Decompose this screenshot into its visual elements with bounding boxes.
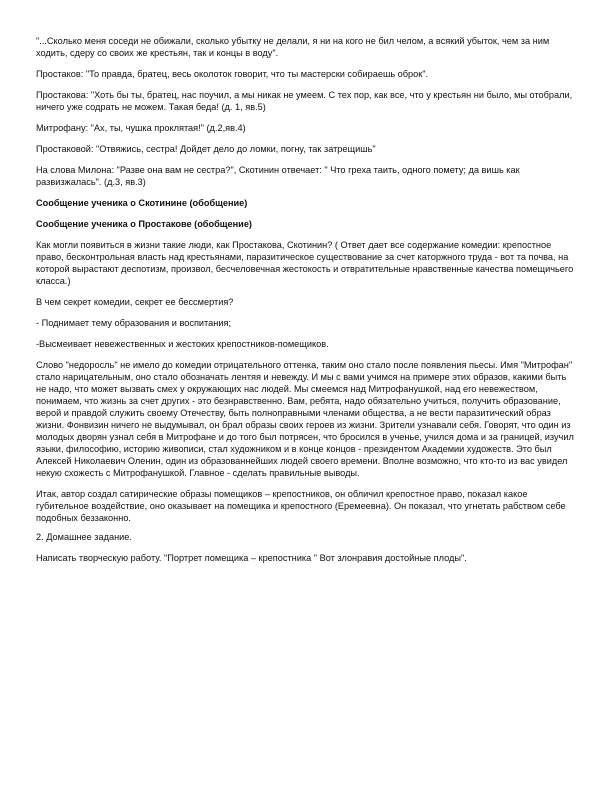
quote-prostakova: Простакова: "Хоть бы ты, братец, нас поучил, а мы никак не умеем. С тех пор, как все, что у крестьян ни было, мы отобрали, ничего уже содрать не можем. Такая беда! (д. 1, яв.5)	[36, 90, 573, 112]
heading-prostakov: Сообщение ученика о Простакове (обобщение)	[36, 219, 252, 229]
paragraph-question: В чем секрет комедии, секрет ее бессмертия?	[36, 297, 234, 307]
list-item-education: - Поднимает тему образования и воспитания;	[36, 318, 232, 328]
homework-heading: 2. Домашнее задание.	[36, 532, 132, 542]
quote-skotinin: "...Сколько меня соседи не обижали, сколько убытку не делали, я ни на кого не бил челом, а всякий убыток, чем за ним ходить, сдеру со своих же крестьян, так и концы в воду".	[36, 36, 550, 58]
paragraph-conclusion: Итак, автор создал сатирические образы помещиков – крепостников, он обличил крепостное право, показал какое губительное воздействие, оно оказывает на помещика и крепостного (Еремеевна). Он показал, что угнетать рабством себе подобных беззаконно.	[36, 489, 566, 523]
paragraph-origin: Как могли появиться в жизни такие люди, как Простакова, Скотинин? ( Ответ дает все содержание комедии: крепостное право, бесконтрольная власть над крестьянами, паразитическое существование за счет каторжного труда - вот та почва, на которой вырастают деспотизм, произвол, бесчеловечная жестокость и отвратительные нравственные качества помещичьего класса.)	[36, 240, 574, 286]
homework-task: Написать творческую работу. "Портрет помещика – крепостника " Вот злонравия достойные плоды".	[36, 553, 467, 563]
list-item-satire: -Высмеивает невежественных и жестоких крепостников-помещиков.	[36, 339, 329, 349]
quote-to-milon: На слова Милона: "Разве она вам не сестра?", Скотинин отвечает: " Что греха таить, одного помету; да вишь как развизжалась". (д.3, яв.3)	[36, 165, 520, 187]
quote-prostakov: Простаков: "То правда, братец, весь околоток говорит, что ты мастерски собираешь оброк".	[36, 69, 429, 79]
heading-skotinin: Сообщение ученика о Скотинине (обобщение)	[36, 198, 248, 208]
quote-to-mitrofan: Митрофану: "Ах, ты, чушка проклятая!" (д.2,яв.4)	[36, 123, 246, 133]
quote-to-prostakova: Простаковой: "Отвяжись, сестра! Дойдет дело до ломки, погну, так затрещишь"	[36, 144, 376, 154]
paragraph-nedorosl: Слово "недоросль" не имело до комедии отрицательного оттенка, таким оно стало после появления пьесы. Имя "Митрофан" стало нарицательным, оно стало обозначать лентяя и невежду. И мы с вами учимся на примере этих образов, какими быть не надо, что может вызвать смех у окружающих нас людей. Мы смеемся над Митрофанушкой, над его невежеством, понимаем, что жизнь за счет других - это безнравственно. Вам, ребята, надо обязательно учиться, получить образование, верой и правдой служить своему Отечеству, быть полноправными членами общества, а не вести паразитический образ жизни. Фонвизин ничего не выдумывал, он брал образы своих героев из жизни. Зрители узнавали себя. Говорят, что один из молодых дворян узнал себя в Митрофане и до того был потрясен, что бросился в ученье, учился дома и за границей, изучил языки, философию, историю живописи, стал художником и в конце концов - президентом Академии художеств. Это был Алексей Николаевич Оленин, один из образованнейших людей своего времени. Вполне возможно, что кто-то из вас увидел некую схожесть с Митрофанушкой. Главное - сделать правильные выводы.	[36, 360, 574, 478]
